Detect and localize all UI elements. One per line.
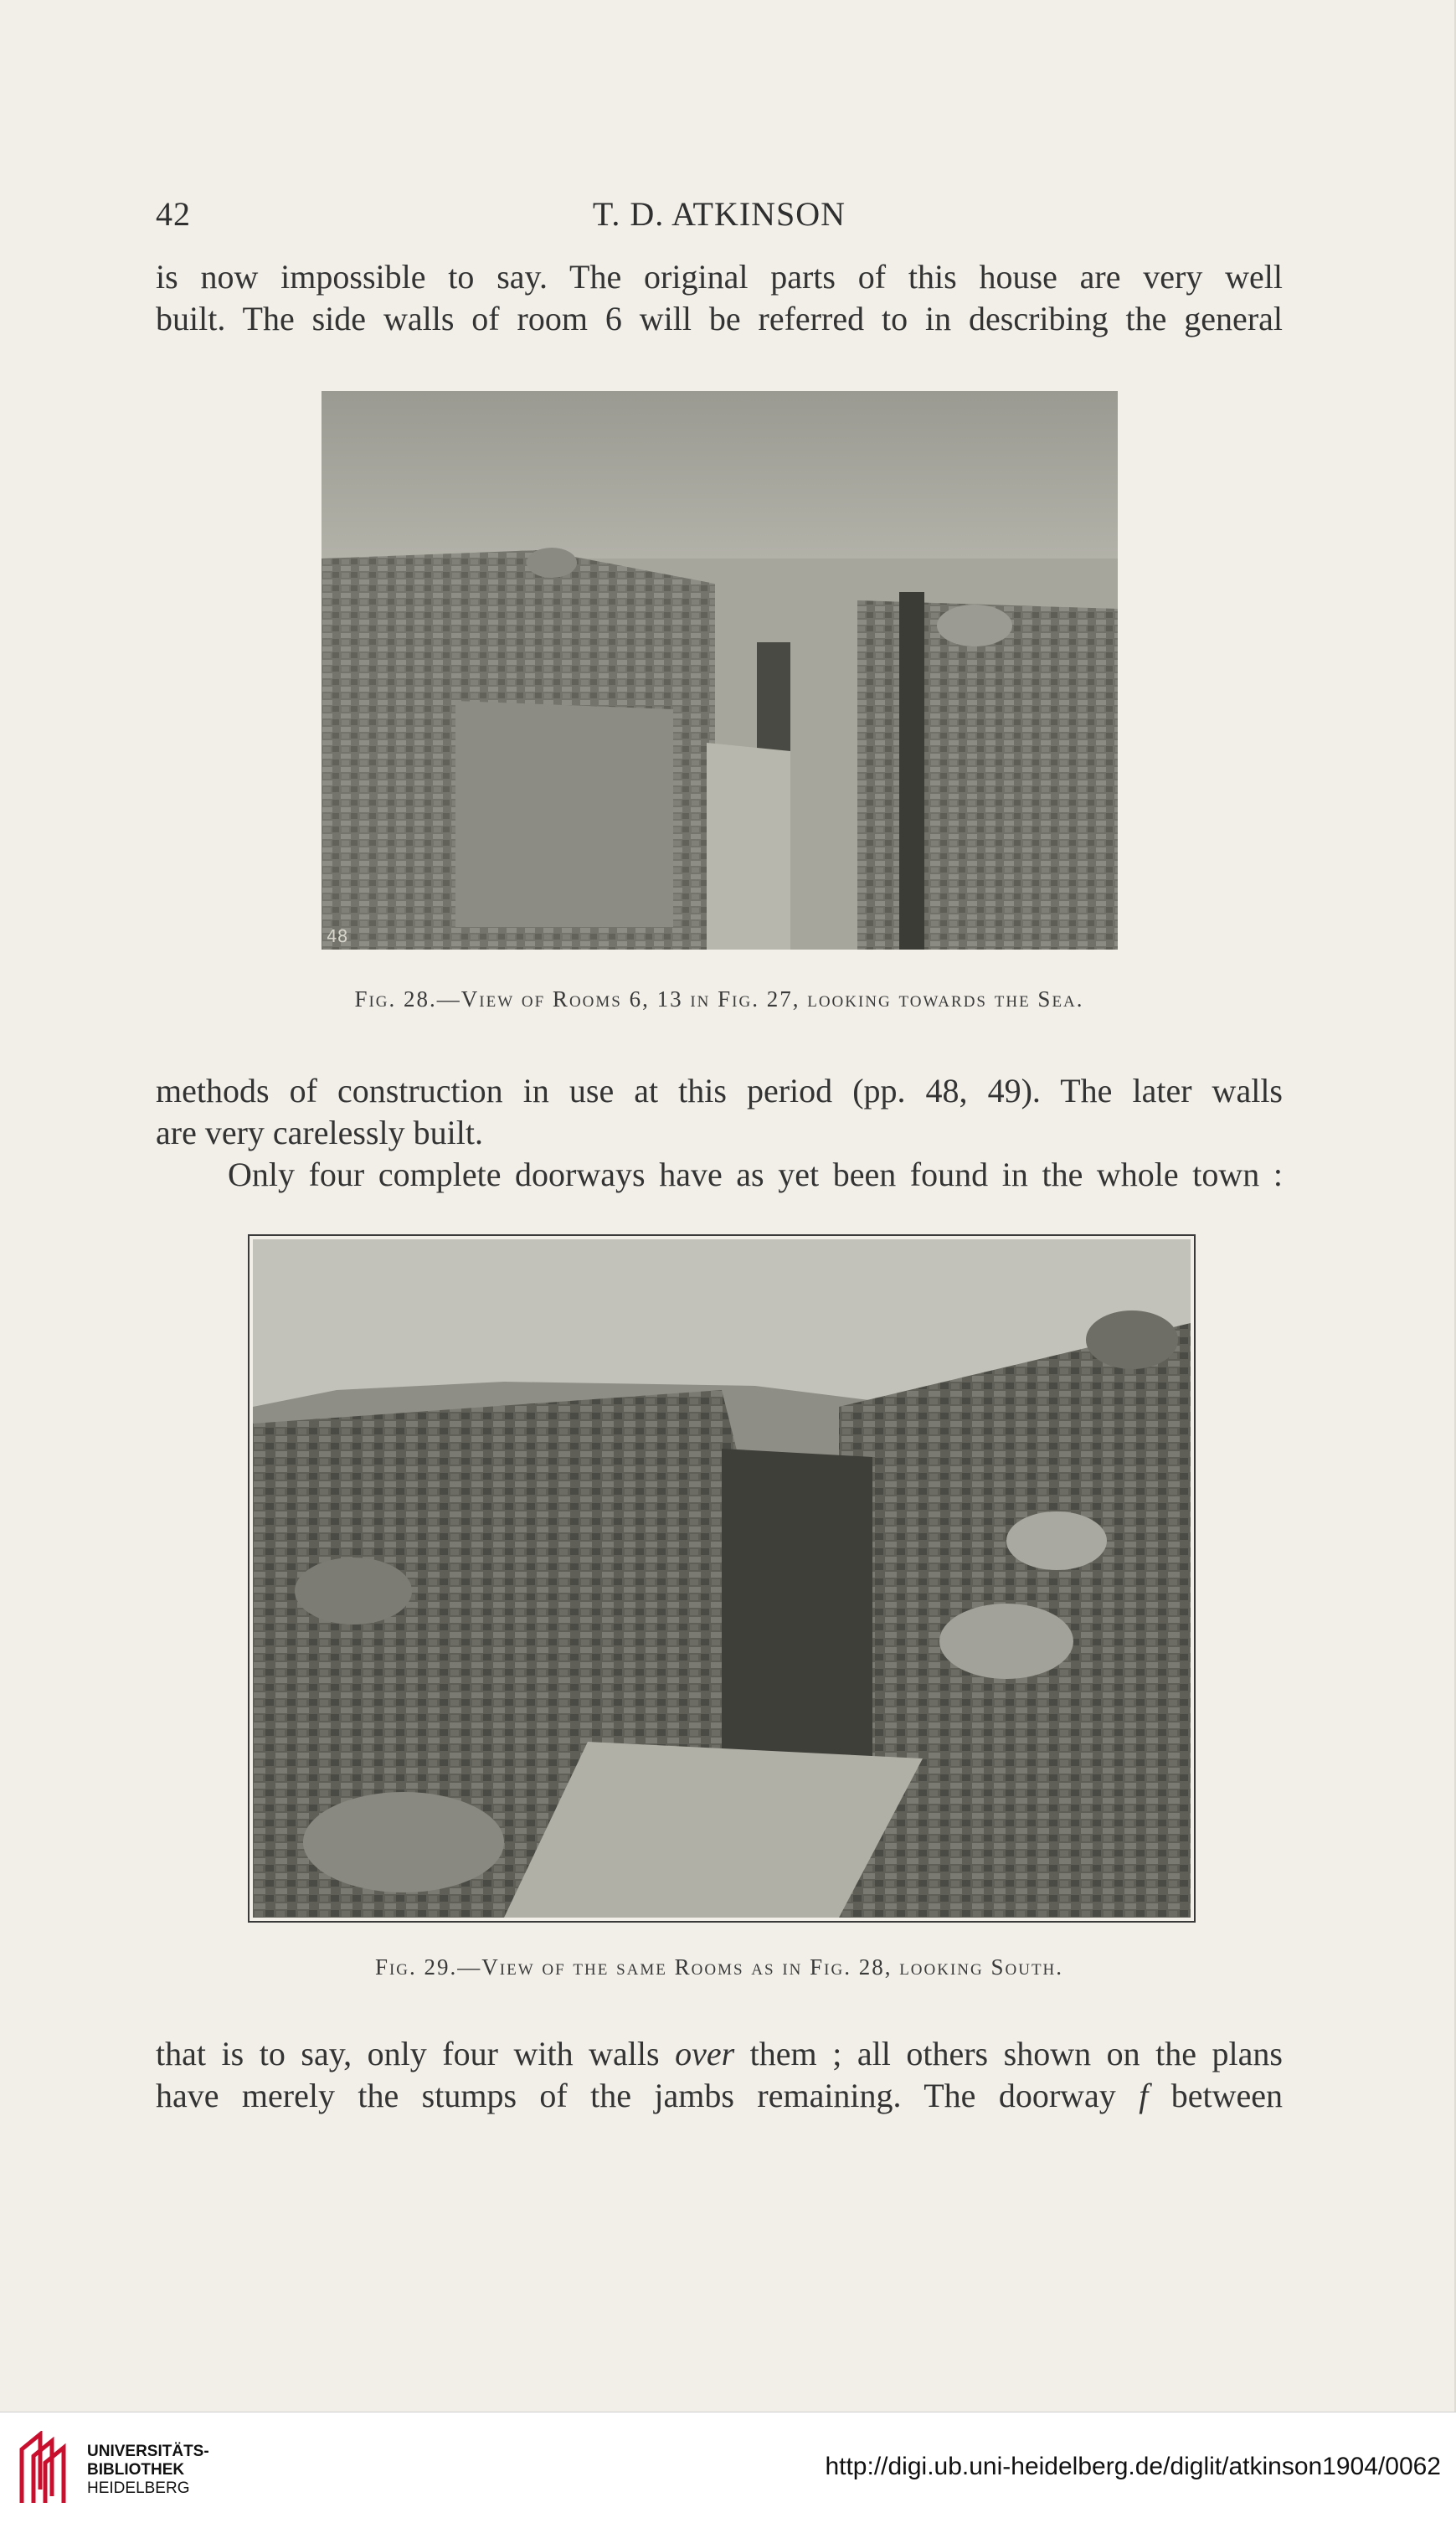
italic-letter: f <box>1139 2077 1149 2114</box>
library-name-line: UNIVERSITÄTS- <box>87 2443 209 2460</box>
figure-29-caption: Fig. 29.—View of the same Rooms as in Fig. 28, looking South. <box>374 1954 1064 1980</box>
figure-28-photo <box>322 391 1118 950</box>
text-run: between <box>1148 2077 1283 2114</box>
library-logo-icon <box>15 2431 75 2506</box>
text-line <box>156 2033 1283 2075</box>
text-run: them ; all others shown on the plans <box>734 2035 1283 2072</box>
figure-29-photo <box>248 1234 1196 1923</box>
library-name-line: HEIDELBERG <box>87 2479 190 2497</box>
italic-word: over <box>675 2035 735 2072</box>
text-line: methods of construction in use at this period (pp. 48, 49). The later walls <box>156 1072 1283 1110</box>
permalink-url[interactable]: http://digi.ub.uni-heidelberg.de/diglit/atkinson1904/0062 <box>825 2453 1441 2480</box>
text-line: are very carelessly built. <box>156 1114 483 1151</box>
paragraph-2 <box>156 1070 1283 1196</box>
figure-28-caption: Fig. 28.—View of Rooms 6, 13 in Fig. 27, looking towards the Sea. <box>354 986 1084 1012</box>
paragraph-1 <box>156 256 1283 340</box>
text-run: have merely the stumps of the jambs remaining. The doorway <box>156 2077 1140 2114</box>
text-line: Only four complete doorways have as yet been found in the whole town : <box>228 1156 1283 1193</box>
text-line <box>156 2075 1283 2117</box>
footer-bar <box>0 2412 1456 2523</box>
text-line: is now impossible to say. The original parts of this house are very well <box>156 258 1283 296</box>
page-number: 42 <box>156 195 191 233</box>
figure-28-corner-mark: 48 <box>327 926 348 946</box>
text-line: built. The side walls of room 6 will be referred to in describing the general <box>156 300 1283 337</box>
library-name-line: BIBLIOTHEK <box>87 2461 185 2479</box>
text-run: that is to say, only four with walls <box>156 2035 676 2072</box>
paragraph-3 <box>156 2033 1283 2117</box>
running-title: T. D. ATKINSON <box>592 195 846 233</box>
library-name <box>87 2443 209 2498</box>
